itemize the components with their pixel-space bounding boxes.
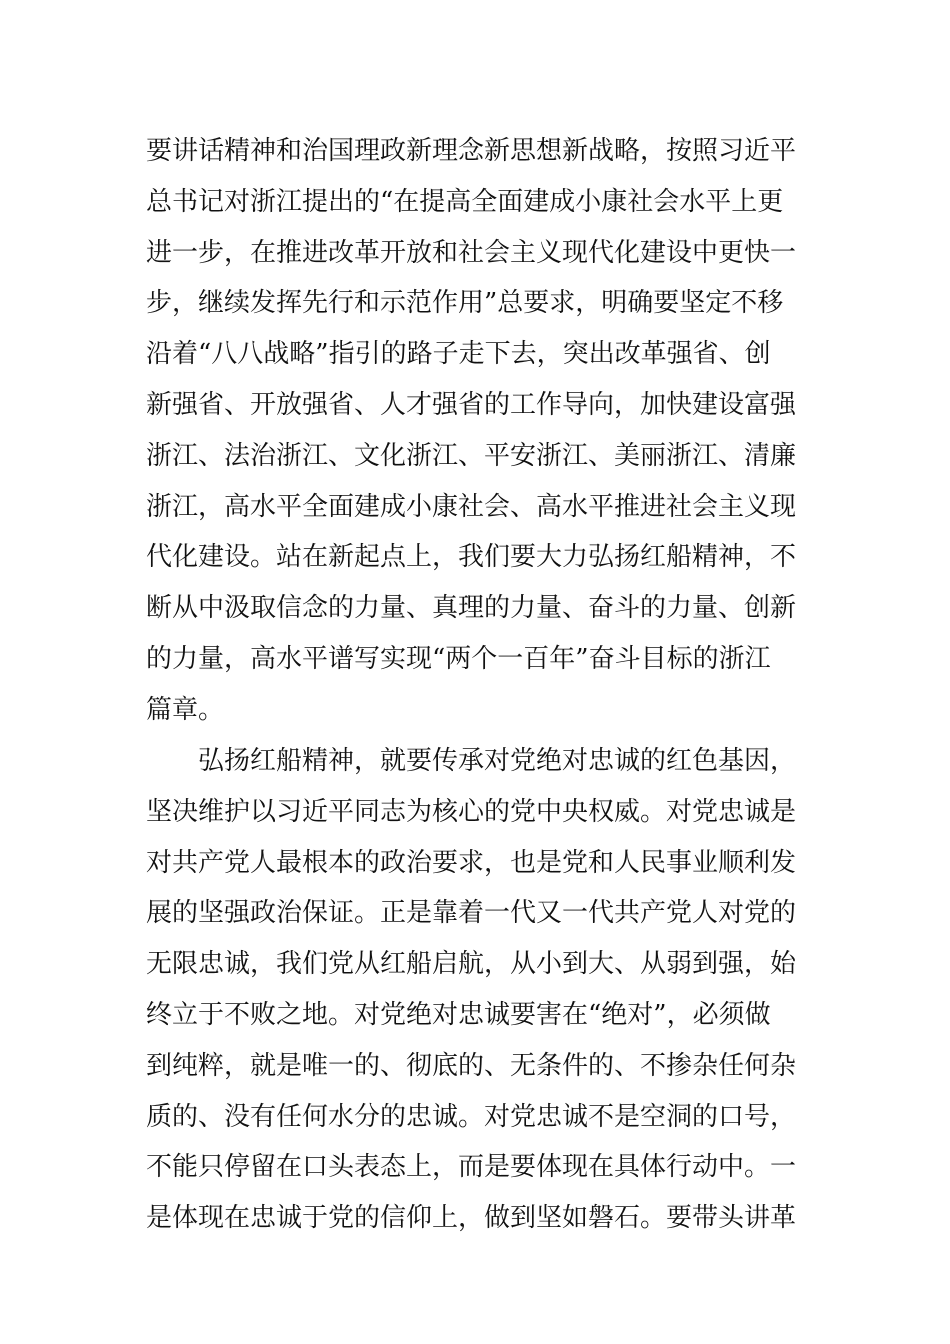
text-line: 进一步，在推进改革开放和社会主义现代化建设中更快一 [146,237,797,268]
paragraph-1 [146,126,811,736]
text-line: 终立于不败之地。对党绝对忠诚要害在“绝对”，必须做 [146,999,771,1030]
text-line: 是体现在忠诚于党的信仰上，做到坚如磐石。要带头讲革 [146,1203,797,1234]
text-line: 展的坚强政治保证。正是靠着一代又一代共产党人对党的 [146,898,797,929]
text-line: 断从中汲取信念的力量、真理的力量、奋斗的力量、创新 [146,593,797,624]
text-line: 浙江，高水平全面建成小康社会、高水平推进社会主义现 [146,491,797,522]
text-line: 新强省、开放强省、人才强省的工作导向，加快建设富强 [146,389,797,420]
paragraph-2 [146,736,811,1244]
text-line: 对共产党人最根本的政治要求，也是党和人民事业顺利发 [146,847,797,878]
text-line: 代化建设。站在新起点上，我们要大力弘扬红船精神，不 [146,542,797,573]
text-line: 弘扬红船精神，就要传承对党绝对忠诚的红色基因， [146,746,797,776]
text-line: 篇章。 [146,694,225,725]
text-line: 沿着“八八战略”指引的路子走下去，突出改革强省、创 [146,339,771,370]
text-line: 到纯粹，就是唯一的、彻底的、无条件的、不掺杂任何杂 [146,1050,797,1081]
text-line: 要讲话精神和治国理政新理念新思想新战略，按照习近平 [146,136,797,166]
text-line: 总书记对浙江提出的“在提高全面建成小康社会水平上更 [146,186,784,217]
text-line: 浙江、法治浙江、文化浙江、平安浙江、美丽浙江、清廉 [146,440,797,471]
text-line: 质的、没有任何水分的忠诚。对党忠诚不是空洞的口号， [146,1101,797,1132]
text-line: 的力量，高水平谱写实现“两个一百年”奋斗目标的浙江 [146,643,771,674]
text-line: 不能只停留在口头表态上，而是要体现在具体行动中。一 [146,1152,797,1183]
text-line: 步，继续发挥先行和示范作用”总要求，明确要坚定不移 [146,288,784,319]
text-line: 坚决维护以习近平同志为核心的党中央权威。对党忠诚是 [146,796,797,827]
text-line: 无限忠诚，我们党从红船启航，从小到大、从弱到强，始 [146,949,797,980]
